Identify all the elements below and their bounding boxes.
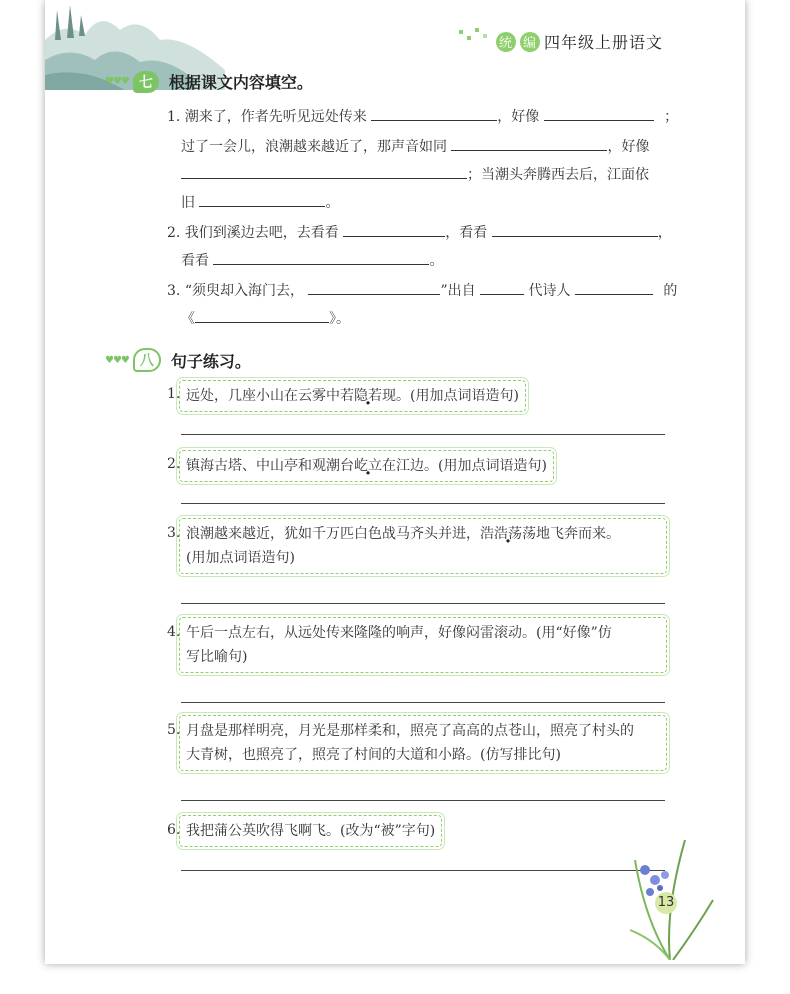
header-badge-bian: 编	[520, 32, 540, 52]
sentence-box-5: 月盘是那样明亮，月光是那样柔和，照亮了高高的点苍山，照亮了村头的 大青树，也照亮了，照亮了村间的大道和小路。(仿写排比句)	[179, 715, 667, 771]
header-dots-decoration	[457, 24, 497, 44]
workbook-page	[45, 0, 745, 964]
q7-1-line4: 旧 。	[181, 192, 339, 212]
section-7-heading	[105, 70, 313, 93]
q7-2-line1: 2. 我们到溪边去吧，去看看 ，看看 ，	[167, 222, 672, 242]
blank[interactable]	[480, 280, 524, 295]
q7-3-line2: 《 》。	[181, 308, 350, 328]
item-number: 3.	[167, 525, 181, 541]
sentence-box-3: 浪潮越来越近，犹如千万匹白色战马齐头并进，浩浩荡荡地飞奔而来。 (用加点词语造句)	[179, 518, 667, 574]
blank[interactable]	[451, 136, 607, 151]
item-number: 5.	[167, 722, 181, 738]
q7-2-line2: 看看 。	[181, 250, 443, 270]
header-badge-tong: 统	[496, 32, 516, 52]
blank[interactable]	[213, 250, 429, 265]
answer-line[interactable]	[181, 434, 665, 435]
blank[interactable]	[544, 106, 654, 121]
hearts-icon: ♥♥♥	[105, 76, 129, 87]
hearts-icon: ♥♥♥	[105, 354, 129, 366]
item-number: 2.	[167, 456, 181, 472]
dotted-phrase: 浩浩荡荡	[480, 526, 536, 542]
blank[interactable]	[181, 164, 467, 179]
blank[interactable]	[371, 106, 497, 121]
q7-3-line1: 3. “须臾却入海门去， ”出自 代诗人 的	[167, 280, 677, 300]
q7-1-line1: 1. 潮来了，作者先听见远处传来 ，好像 ；	[167, 106, 678, 126]
item-number: 1.	[167, 386, 181, 402]
q7-1-line3: ；当潮头奔腾西去后，江面依	[181, 164, 649, 184]
orchid-flower-illustration	[625, 820, 715, 960]
page-number: 13	[655, 892, 677, 914]
item-number: 6.	[167, 822, 181, 838]
answer-line[interactable]	[181, 870, 665, 871]
section-7-title: 根据课文内容填空。	[168, 73, 313, 92]
item-number: 4.	[167, 624, 181, 640]
answer-line[interactable]	[181, 702, 665, 703]
section-8-badge: 八	[133, 348, 161, 372]
answer-line[interactable]	[181, 603, 665, 604]
blank[interactable]	[308, 280, 440, 295]
blank[interactable]	[195, 308, 329, 323]
section-7-badge: 七	[133, 71, 159, 93]
blank[interactable]	[575, 280, 653, 295]
answer-line[interactable]	[181, 503, 665, 504]
answer-line[interactable]	[181, 800, 665, 801]
dotted-phrase: 若隐若现	[340, 388, 396, 404]
sentence-box-1: 远处，几座小山在云雾中若隐若现。(用加点词语造句)	[179, 380, 526, 412]
sentence-box-4: 午后一点左右，从远处传来隆隆的响声，好像闷雷滚动。(用“好像”仿 写比喻句)	[179, 617, 667, 673]
sentence-box-6: 我把蒲公英吹得飞啊飞。(改为“被”字句)	[179, 815, 442, 847]
header-title-text: 四年级上册语文	[543, 33, 663, 52]
book-title	[496, 30, 663, 53]
section-8-title: 句子练习。	[170, 351, 251, 371]
section-8-heading	[105, 348, 251, 372]
blank[interactable]	[343, 222, 445, 237]
sentence-box-2: 镇海古塔、中山亭和观潮台屹立在江边。(用加点词语造句)	[179, 450, 554, 482]
dotted-phrase: 屹立	[354, 458, 382, 474]
blank[interactable]	[492, 222, 658, 237]
blank[interactable]	[199, 192, 325, 207]
q7-1-line2: 过了一会儿，浪潮越来越近了，那声音如同 ，好像	[181, 136, 649, 156]
